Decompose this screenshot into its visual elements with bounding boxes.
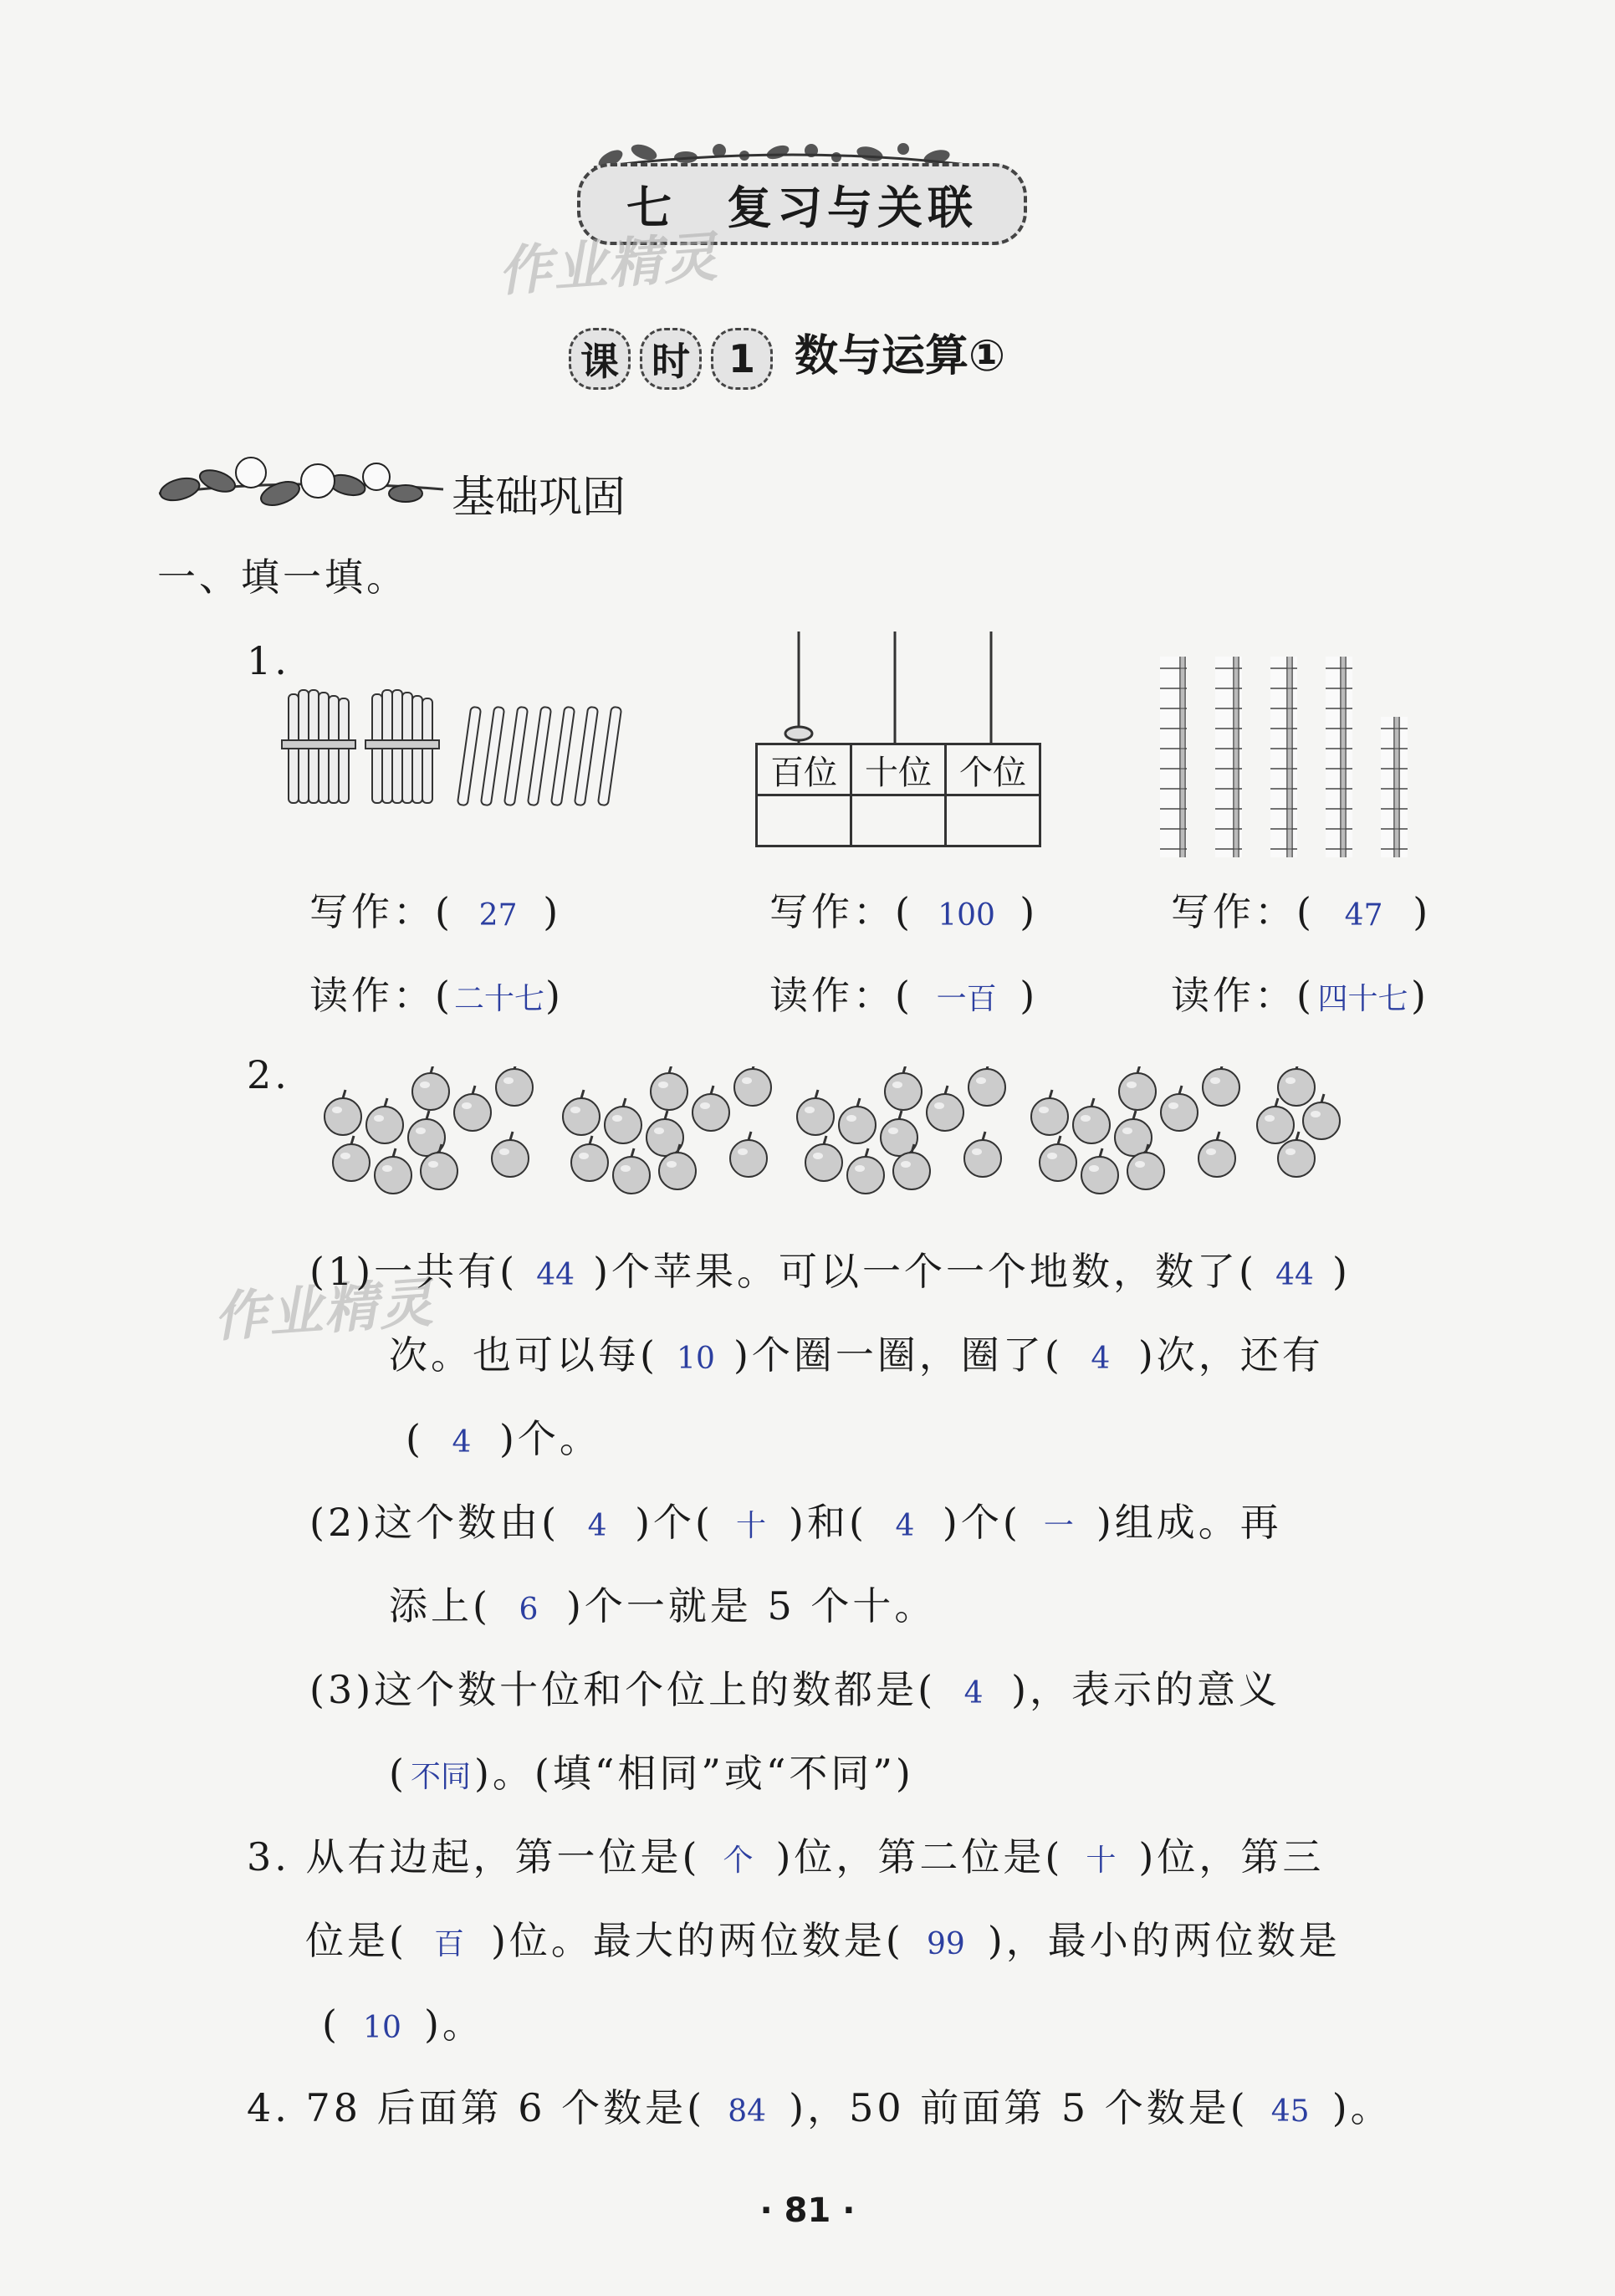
- cube-columns-illustration: [1158, 648, 1426, 857]
- answer: 10: [363, 2011, 401, 2045]
- q2-2-line2: 添上( 6 )个一就是 5 个十。: [389, 1581, 936, 1635]
- answer: 10: [677, 1342, 715, 1376]
- lesson-label-1: 课: [569, 328, 631, 390]
- section-heading: 基础巩固: [452, 473, 626, 523]
- answer: 45: [1270, 2094, 1310, 2129]
- answer: 一百: [936, 982, 997, 1016]
- apples-illustration: [318, 1066, 1372, 1209]
- answer: 十: [1086, 1843, 1117, 1878]
- place-value-table: [755, 743, 1041, 847]
- lesson-title: 数与运算①: [795, 331, 1006, 381]
- answer: 二十七: [453, 982, 544, 1016]
- answer: 百: [433, 1927, 464, 1961]
- answer: 一: [1043, 1509, 1074, 1543]
- q2-1-line1: (1)一共有( 44 )个苹果。可以一个一个地数，数了( 44 ): [309, 1246, 1351, 1301]
- header-ones: 个位: [946, 744, 1040, 795]
- answer: 6: [519, 1593, 539, 1627]
- q1-read-2: 读作：( 一百 ): [769, 970, 1038, 1025]
- q2-1-line2: 次。也可以每( 10 )个圈一圈，圈了( 4 )次，还有: [389, 1330, 1324, 1384]
- lesson-label-3: 1: [711, 328, 773, 390]
- answer: 4: [1091, 1342, 1111, 1376]
- q1-write-2: 写作：( 100 ): [769, 887, 1038, 941]
- part1-heading: 一、填一填。: [157, 555, 408, 600]
- header-tens: 十位: [851, 744, 946, 795]
- answer: 47: [1344, 898, 1383, 933]
- answer: 个: [723, 1843, 754, 1878]
- answer: 十: [736, 1509, 767, 1543]
- q2-2-line1: (2)这个数由( 4 )个( 十 )和( 4 )个( 一 )组成。再: [309, 1497, 1282, 1552]
- answer: 100: [938, 898, 995, 933]
- q4-line: 4. 78 后面第 6 个数是( 84 )，50 前面第 5 个数是( 45 )。: [247, 2083, 1393, 2137]
- q3-line1: 3. 从右边起，第一位是( 个 )位，第二位是( 十 )位，第三: [247, 1832, 1324, 1886]
- answer: 4: [587, 1509, 607, 1543]
- abacus-rods: [753, 632, 1037, 749]
- watermark: 作业精灵: [496, 226, 721, 304]
- q1-write-3: 写作：( 47 ): [1171, 887, 1431, 941]
- q1-read-1: 读作：(二十七): [309, 970, 564, 1025]
- answer: 27: [478, 898, 518, 933]
- answer: 44: [1275, 1258, 1314, 1292]
- floral-decoration-icon: [155, 443, 447, 527]
- answer: 4: [963, 1676, 984, 1710]
- watermark-2: 作业精灵: [212, 1271, 437, 1350]
- chapter-title: 复习与关联: [727, 181, 978, 234]
- q1-read-3: 读作：(四十七): [1171, 970, 1429, 1025]
- q3-line3: ( 10 )。: [322, 1999, 484, 2053]
- lesson-label-2: 时: [640, 328, 702, 390]
- q1-write-1: 写作：( 27 ): [309, 887, 561, 941]
- answer: 4: [452, 1425, 472, 1460]
- page-number: · 81 ·: [759, 2191, 856, 2230]
- answer: 4: [895, 1509, 915, 1543]
- answer: 不同: [410, 1760, 471, 1794]
- answer: 99: [926, 1927, 965, 1961]
- q3-line2: 位是( 百 )位。最大的两位数是( 99 )，最小的两位数是: [305, 1915, 1341, 1970]
- q2-1-line3: ( 4 )个。: [406, 1414, 601, 1468]
- answer: 84: [728, 2094, 767, 2129]
- q1-number: 1.: [247, 638, 290, 683]
- q2-number: 2.: [247, 1052, 290, 1097]
- answer: 44: [536, 1258, 575, 1292]
- chapter-number: 七: [626, 181, 677, 234]
- q2-3-line1: (3)这个数十位和个位上的数都是( 4 )，表示的意义: [309, 1664, 1280, 1719]
- answer: 四十七: [1317, 982, 1408, 1016]
- header-hundreds: 百位: [757, 744, 851, 795]
- q2-3-line2: ( 不同)。(填“相同”或“不同”): [389, 1748, 914, 1803]
- sticks-illustration: [272, 686, 648, 811]
- abacus-bead: [785, 727, 812, 740]
